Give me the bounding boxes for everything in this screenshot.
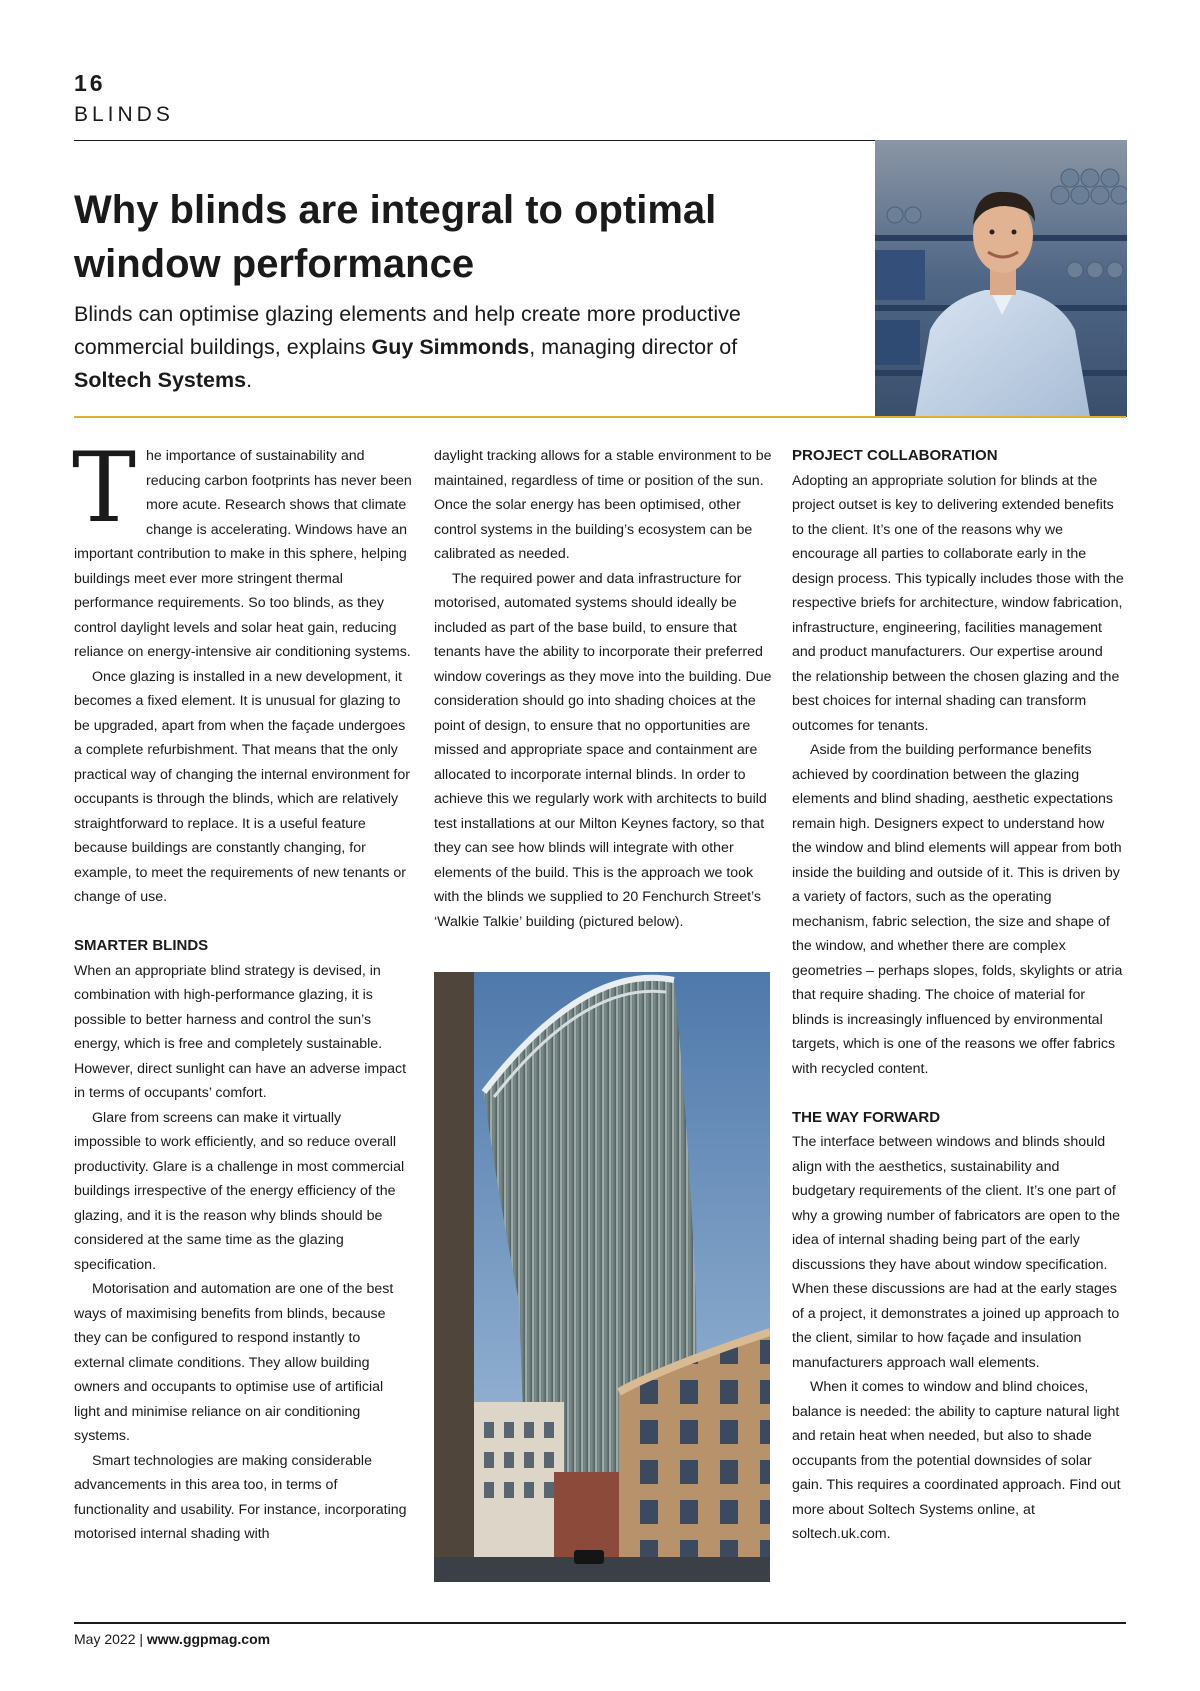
subheading-smarter-blinds: SMARTER BLINDS [74,937,209,954]
article-column-2 [434,444,772,934]
paragraph: The interface between windows and blinds should align with the aesthetics, sustainability and budgetary requirements of the client. It’s one part of why a growing number of fabricators are open to the idea of internal shading being part of the early discussions they have about window specification. When these discussions are had at the early stages of a project, it demonstrates a joined up approach to the client, similar to how façade and insulation manufacturers approach wall elements. [792,1134,1121,1371]
page-number: 16 [74,70,106,96]
accent-divider [74,416,1126,418]
spacer [792,1081,1126,1106]
footer-date: May 2022 | [74,1631,147,1647]
drop-cap: T [72,432,137,544]
standfirst-person: Guy Simmonds [371,335,530,359]
paragraph: The required power and data infrastructure for motorised, automated systems should ideally be included as part of the base build, to ensure that tenants have the ability to incorporate their preferred window coverings as they move into the building. Due consideration should go into shading choices at the point of design, to ensure that no opportunities are missed and appropriate space and containment are allocated to incorporate internal blinds. In order to achieve this we regularly work with architects to build test installations at our Milton Keynes factory, so that they can see how blinds will integrate with other elements of the build. This is the approach we took with the blinds we supplied to 20 Fenchurch Street’s ‘Walkie Talkie’ building (pictured below). [434,570,772,930]
article-column-3 [792,444,1126,1547]
page-footer [74,1631,270,1647]
footer-divider [74,1622,1126,1624]
spacer [74,910,412,935]
paragraph: Once glazing is installed in a new development, it becomes a fixed element. It is unusual for glazing to be upgraded, apart from when the façade undergoes a complete refurbishment. That means that the only practical way of changing the internal environment for occupants is through the blinds, which are relatively straightforward to replace. It is a useful feature because buildings are constantly changing, for example, to meet the requirements of new tenants or change of use. [74,668,410,905]
paragraph: Adopting an appropriate solution for blinds at the project outset is key to delivering extended benefits to the client. It’s one of the reasons why we encourage all parties to collaborate early in the design process. This typically includes those with the respective briefs for architecture, window fabrication, infrastructure, engineering, facilities management and product manufacturers. Our expertise around the relationship between the chosen glazing and the best choices for internal shading can transform outcomes for tenants. [792,472,1124,734]
paragraph: When an appropriate blind strategy is devised, in combination with high-performance glazing, it is possible to better harness and control the sun’s energy, which is free and completely sustainable. However, direct sunlight can have an adverse impact in terms of occupants’ comfort. [74,962,407,1101]
section-label: BLINDS [74,103,174,126]
article-column-1 [72,432,412,1547]
article-headline: Why blinds are integral to optimal window performance [74,188,717,286]
standfirst-company: Soltech Systems [74,368,247,392]
paragraph: Smart technologies are making considerable advancements in this area too, in terms of functionality and usability. For instance, incorporating motorised internal shading with [74,1452,407,1542]
subheading-project-collaboration: PROJECT COLLABORATION [792,447,998,464]
paragraph: daylight tracking allows for a stable environment to be maintained, regardless of time or position of the sun. Once the solar energy has been optimised, other control systems in the building’s ecosystem can be calibrated as needed. [434,448,772,562]
walkie-talkie-building-photo [434,972,770,1582]
paragraph-text: he importance of sustainability and reducing carbon footprints has never been more acute. Research shows that climate change is accelerating. Windows have an important contribution to make in this sphere, helping buildings meet ever more stringent thermal performance requirements. So too blinds, as they control daylight levels and solar heat gain, reducing reliance on energy-intensive air conditioning systems. [74,448,412,660]
standfirst-middle: , managing director of [529,335,738,359]
footer-website-link[interactable]: www.ggpmag.com [146,1631,271,1647]
standfirst-intro: Blinds can optimise glazing elements and help create more productive commercial buildings, explains [74,302,741,359]
author-portrait-photo [875,140,1127,417]
standfirst-end: . [246,368,253,392]
article-standfirst [74,298,764,397]
paragraph: Motorisation and automation are one of the best ways of maximising benefits from blinds, because they can be configured to respond instantly to external climate conditions. They allow building owners and occupants to optimise use of artificial light and minimise reliance on air conditioning systems. [74,1281,394,1444]
paragraph [72,432,412,665]
paragraph: Aside from the building performance benefits achieved by coordination between the glazing elements and blind shading, aesthetic expectations remain high. Designers expect to understand how the window and blind elements will appear from both inside the building and outside of it. This is driven by a variety of factors, such as the operating mechanism, fabric selection, the size and shape of the window, and whether there are complex geometries – perhaps slopes, folds, skylights or atria that require shading. The choice of material for blinds is increasingly influenced by environmental targets, which is one of the reasons we offer fabrics with recycled content. [792,742,1123,1077]
paragraph: Glare from screens can make it virtually impossible to work efficiently, and so reduce overall productivity. Glare is a challenge in most commercial buildings irrespective of the energy efficiency of the glazing, and it is the reason why blinds should be considered at the same time as the glazing specification. [74,1109,405,1273]
paragraph: When it comes to window and blind choices, balance is needed: the ability to capture natural light and retain heat when needed, but also to shade occupants from the potential downsides of solar gain. This requires a coordinated approach. Find out more about Soltech Systems online, at soltech.uk.com. [792,1379,1121,1542]
subheading-the-way-forward: THE WAY FORWARD [792,1108,941,1126]
